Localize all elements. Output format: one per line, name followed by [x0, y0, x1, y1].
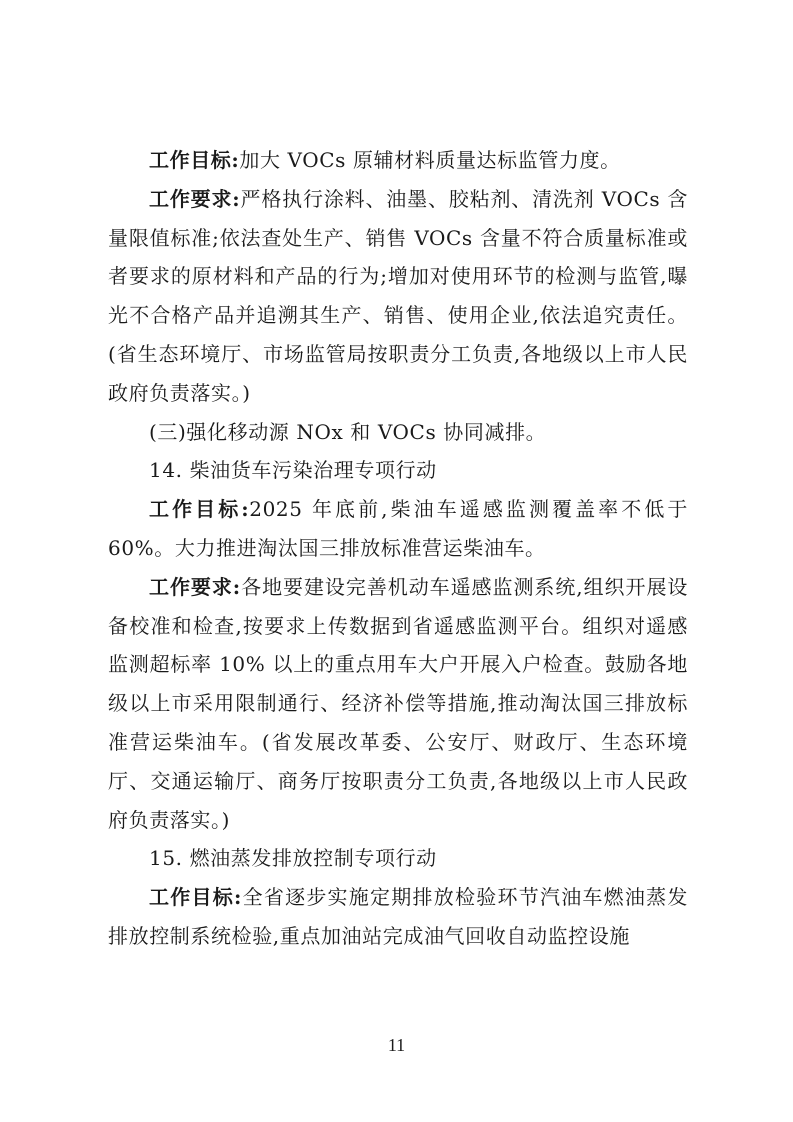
item13-requirement-paragraph [108, 180, 688, 413]
requirement-text: 各地要建设完善机动车遥感监测系统,组织开展设备校准和检查,按要求上传数据到省遥感监测平台。组织对遥感监测超标率 10% 以上的重点用车大户开展入户检查。鼓励各地级以上市采用限制通行、经济补偿等措施,推动淘汰国三排放标准营运柴油车。(省发展改革委、公安厅、财政厅、生态环境厅、交通运输厅、商务厅按职责分工负责,各地级以上市人民政府负责落实。) [108, 574, 688, 832]
requirement-label: 工作要求: [149, 186, 241, 211]
item15-heading: 15. 燃油蒸发排放控制专项行动 [149, 846, 437, 871]
goal-label: 工作目标: [149, 497, 250, 522]
goal-label: 工作目标: [149, 885, 242, 910]
goal-text: 2025 年底前,柴油车遥感监测覆盖率不低于 60%。大力推进淘汰国三排放标准营运柴油车。 [108, 497, 688, 560]
item14-requirement-paragraph [108, 568, 688, 840]
page-number: 11 [387, 1035, 406, 1055]
item14-heading: 14. 柴油货车污染治理专项行动 [149, 458, 437, 483]
goal-label: 工作目标: [149, 148, 240, 172]
section-3-heading: (三)强化移动源 NOx 和 VOCs 协同减排。 [149, 419, 547, 444]
document-body [108, 141, 688, 956]
goal-text: 加大 VOCs 原辅材料质量达标监管力度。 [239, 148, 621, 172]
item14-goal-paragraph [108, 490, 688, 568]
item15-goal-paragraph [108, 878, 688, 956]
item13-goal-paragraph [108, 141, 688, 180]
goal-text: 全省逐步实施定期排放检验环节汽油车燃油蒸发排放控制系统检验,重点加油站完成油气回收自动监控设施 [108, 885, 688, 948]
requirement-label: 工作要求: [149, 574, 241, 599]
requirement-text: 严格执行涂料、油墨、胶粘剂、清洗剂 VOCs 含量限值标准;依法查处生产、销售 VOCs 含量不符合质量标准或者要求的原材料和产品的行为;增加对使用环节的检测与监管,曝光不合格产品并追溯其生产、销售、使用企业,依法追究责任。(省生态环境厅、市场监管局按职责分工负责,各地级以上市人民政府负责落实。) [108, 186, 688, 405]
